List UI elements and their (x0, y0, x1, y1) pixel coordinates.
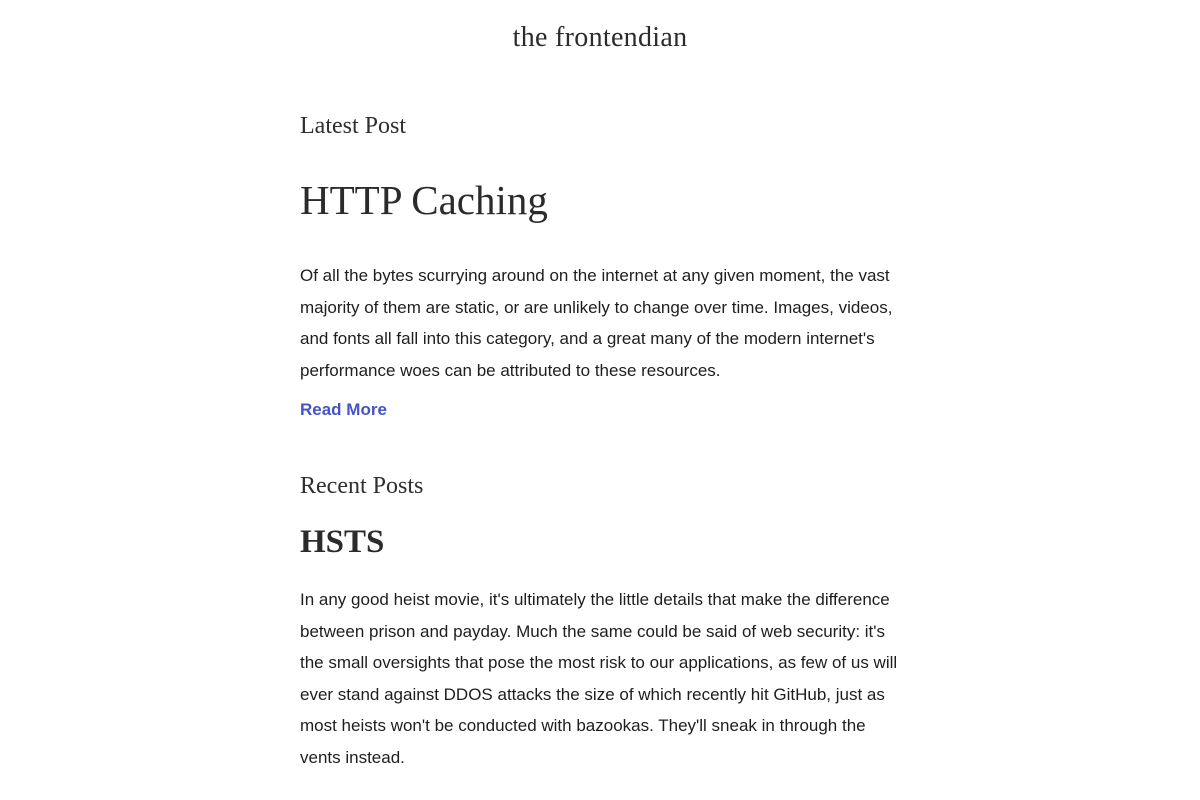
site-title-link[interactable]: the frontendian (512, 22, 688, 53)
main-content (300, 112, 900, 773)
site-header (0, 0, 1200, 76)
recent-post-title[interactable]: HSTS (300, 524, 385, 560)
latest-post-excerpt: Of all the bytes scurrying around on the internet at any given moment, the vast majority of them are static, or are unlikely to change over time. Images, videos, and fonts all fall into this category, and a great many of the modern internet's performance woes can be attributed to these resources. (300, 266, 893, 380)
read-more-link[interactable]: Read More (300, 400, 387, 419)
latest-post-title[interactable]: HTTP Caching (300, 177, 548, 223)
recent-post-item (300, 522, 900, 773)
recent-post-excerpt: In any good heist movie, it's ultimately the little details that make the difference between prison and payday. Much the same could be said of web security: it's the small oversights that pose the most risk to our applications, as few of us will ever stand against DDOS attacks the size of which recently hit GitHub, just as most heists won't be conducted with bazookas. They'll sneak in through the vents instead. (300, 590, 898, 767)
latest-post-heading: Latest Post (300, 113, 406, 139)
latest-post-section (300, 112, 900, 422)
recent-posts-section (300, 472, 900, 773)
recent-posts-heading: Recent Posts (300, 473, 424, 499)
